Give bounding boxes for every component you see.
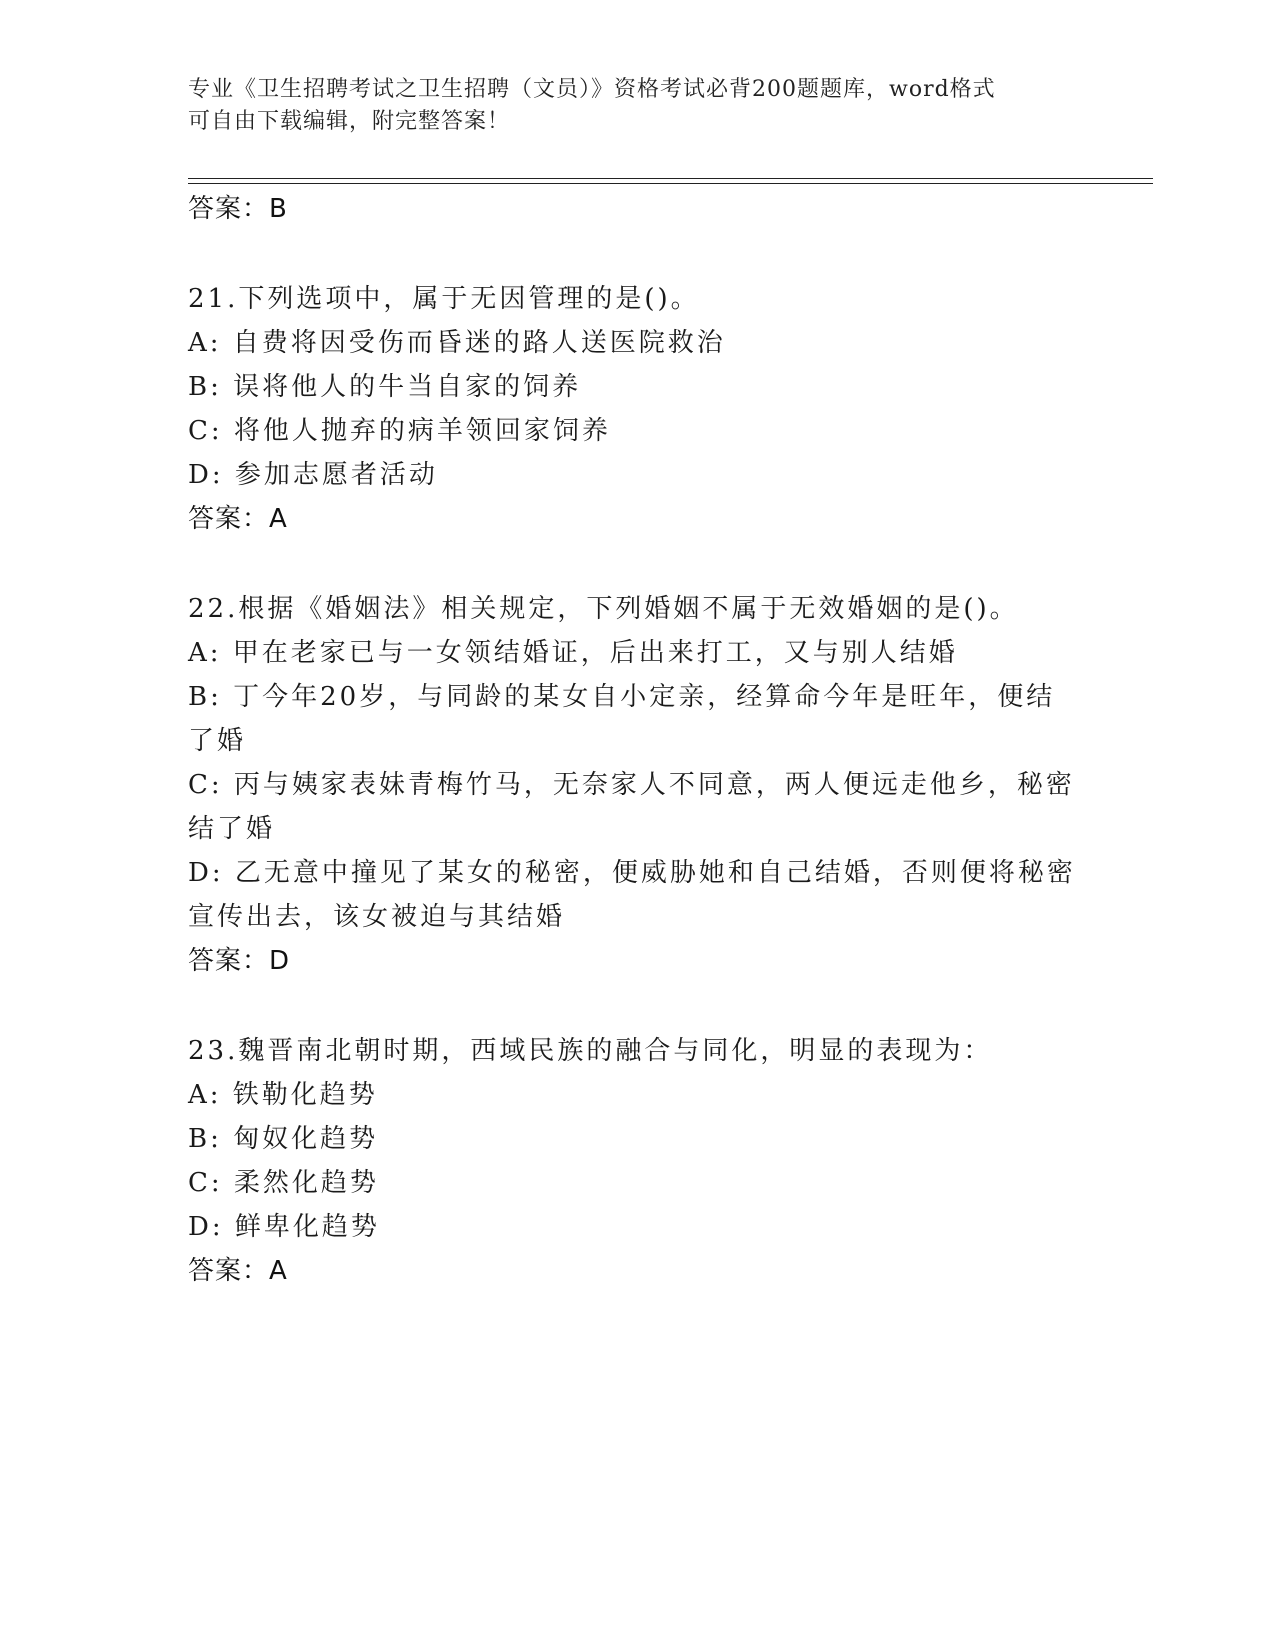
question-21-stem: 21.下列选项中，属于无因管理的是()。 xyxy=(188,284,700,314)
question-21-option-c: C: 将他人抛弃的病羊领回家饲养 xyxy=(188,416,611,446)
question-23-option-d: D: 鲜卑化趋势 xyxy=(188,1212,380,1242)
question-22-option-b: B: 丁今年20岁，与同龄的某女自小定亲，经算命今年是旺年，便结 xyxy=(188,682,1056,712)
header-divider-bottom xyxy=(188,183,1153,184)
question-21-option-b: B: 误将他人的牛当自家的饲养 xyxy=(188,372,582,402)
question-21-option-d: D: 参加志愿者活动 xyxy=(188,460,438,490)
question-23-answer: 答案：A xyxy=(188,1256,288,1286)
question-22-option-d-continued: 宣传出去，该女被迫与其结婚 xyxy=(188,902,566,932)
previous-answer: 答案：B xyxy=(188,194,288,224)
question-23-option-c: C: 柔然化趋势 xyxy=(188,1168,379,1198)
question-21-option-a: A: 自费将因受伤而昏迷的路人送医院救治 xyxy=(188,328,726,358)
question-22-option-a: A: 甲在老家已与一女领结婚证，后出来打工，又与别人结婚 xyxy=(188,638,958,668)
question-21-answer: 答案：A xyxy=(188,504,288,534)
question-22-option-c: C: 丙与姨家表妹青梅竹马，无奈家人不同意，两人便远走他乡，秘密 xyxy=(188,770,1075,800)
question-23-stem: 23.魏晋南北朝时期，西域民族的融合与同化，明显的表现为： xyxy=(188,1036,993,1066)
question-22-option-c-continued: 结了婚 xyxy=(188,814,276,844)
document-header xyxy=(188,74,1088,138)
question-23-option-b: B: 匈奴化趋势 xyxy=(188,1124,379,1154)
question-22-answer: 答案：D xyxy=(188,946,291,976)
question-22-option-b-continued: 了婚 xyxy=(188,726,247,756)
header-divider-top xyxy=(188,178,1153,179)
header-line-2: 可自由下载编辑，附完整答案！ xyxy=(188,109,511,134)
header-line-1: 专业《卫生招聘考试之卫生招聘（文员）》资格考试必背200题题库，word格式 xyxy=(188,77,996,102)
question-23-option-a: A: 铁勒化趋势 xyxy=(188,1080,378,1110)
question-22-option-d: D: 乙无意中撞见了某女的秘密，便威胁她和自己结婚，否则便将秘密 xyxy=(188,858,1076,888)
question-22-stem: 22.根据《婚姻法》相关规定，下列婚姻不属于无效婚姻的是()。 xyxy=(188,594,1019,624)
